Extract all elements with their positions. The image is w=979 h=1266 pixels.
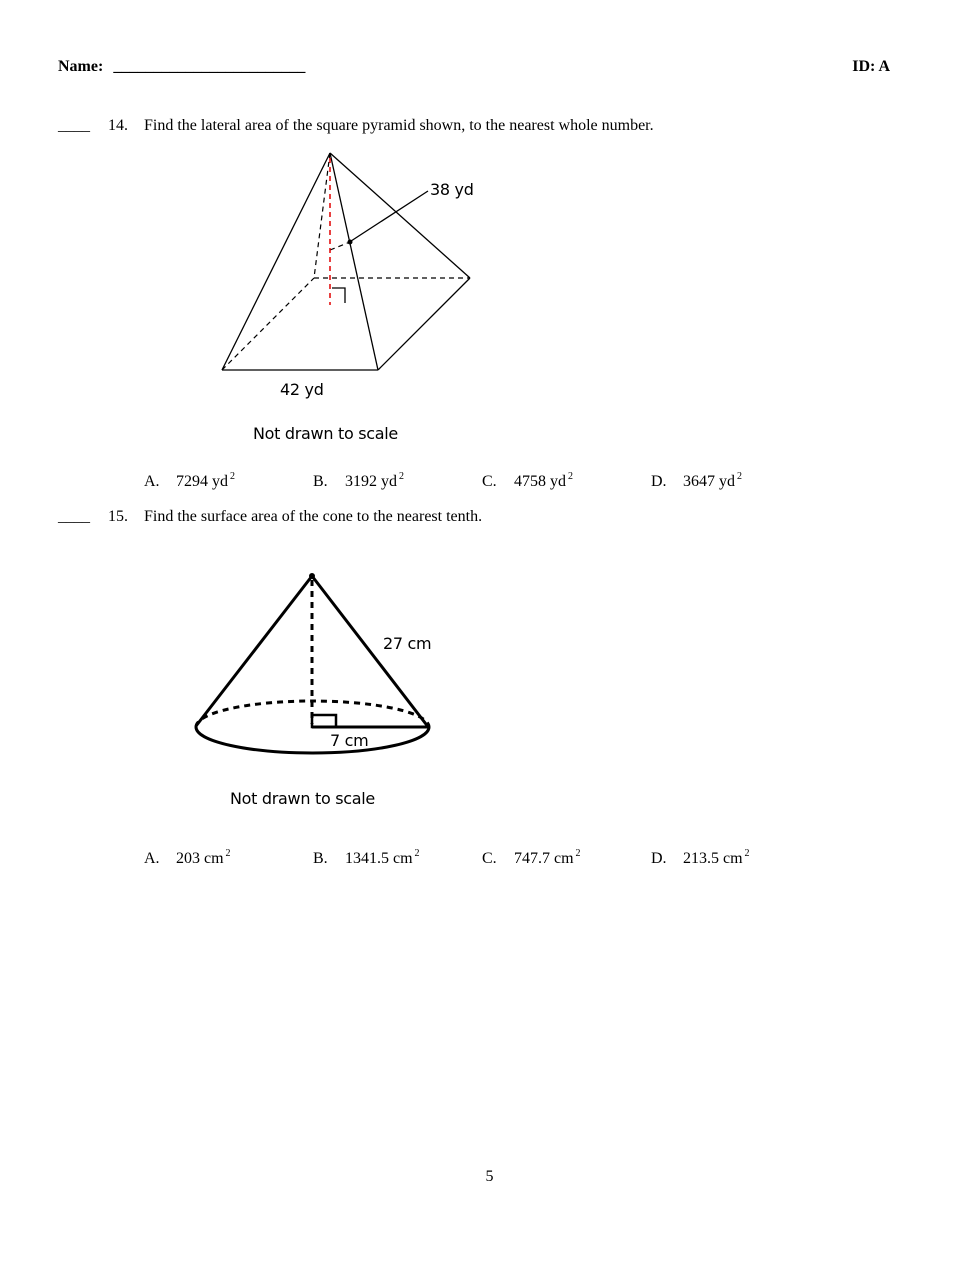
id-label: ID: A — [852, 58, 890, 75]
question-text-15: Find the surface area of the cone to the nearest tenth. — [144, 508, 483, 525]
choice-c: C. 747.7 cm $^2$ — [482, 848, 581, 867]
answer-blank-14: ____ — [58, 117, 90, 134]
cone-base-front — [196, 727, 429, 753]
choice-b: B. 1341.5 cm $^2$ — [313, 848, 420, 867]
choice-a: A. 203 cm $^2$ — [144, 848, 231, 867]
cone-slant-label: 27 cm — [383, 634, 432, 653]
scale-note: Not drawn to scale — [253, 424, 398, 443]
name-label: Name: — [58, 58, 104, 75]
choice-d: D. 3647 yd $^2$ — [651, 471, 742, 490]
name-blank: ________________________ — [113, 58, 306, 75]
page-number: 5 — [485, 1168, 494, 1185]
cone-scale-note: Not drawn to scale — [230, 789, 375, 808]
question-number-14: 14. — [108, 117, 128, 134]
cone-radius-label: 7 cm — [330, 731, 369, 750]
question-text-14: Find the lateral area of the square pyramid shown, to the nearest whole number. — [144, 117, 654, 134]
answer-blank-15: ____ — [58, 508, 90, 525]
choice-d: D. 213.5 cm $^2$ — [651, 848, 750, 867]
choice-c: C. 4758 yd $^2$ — [482, 471, 573, 490]
question-number-15: 15. — [108, 508, 128, 525]
slant-height-label: 38 yd — [430, 180, 474, 199]
choice-a: A. 7294 yd $^2$ — [144, 471, 235, 490]
cone-apex — [309, 573, 315, 579]
cone-right-angle-mark — [312, 715, 336, 727]
base-edge-label: 42 yd — [280, 380, 324, 399]
choice-b: B. 3192 yd $^2$ — [313, 471, 404, 490]
cone-slant-left — [196, 576, 312, 726]
